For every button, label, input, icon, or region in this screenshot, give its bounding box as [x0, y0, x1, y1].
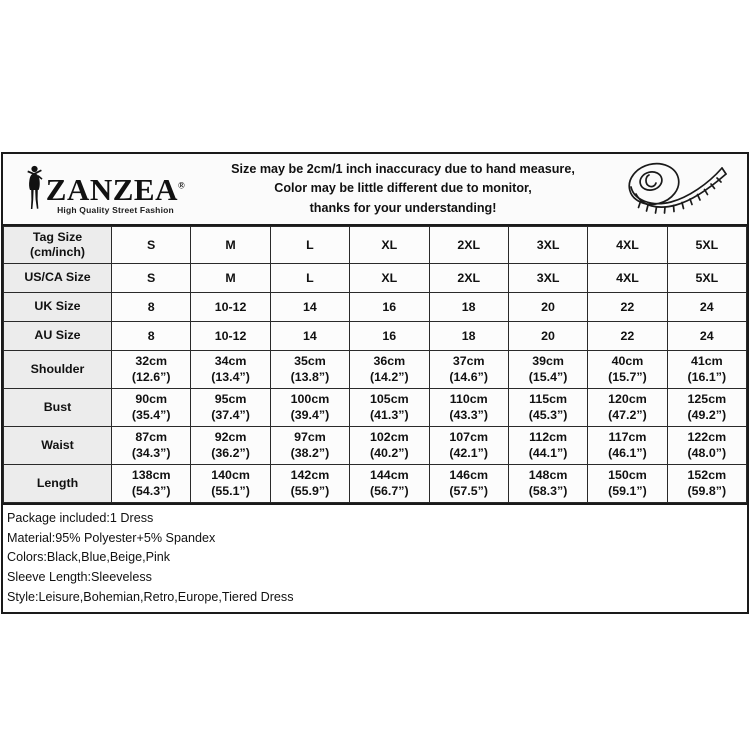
detail-package: Package included:1 Dress — [7, 511, 154, 525]
row-label-length: Length — [4, 465, 112, 503]
cell-shoulder-6: 40cm (15.7”) — [588, 351, 667, 389]
row-label-bust: Bust — [4, 389, 112, 427]
cell-uk-1: 10-12 — [191, 293, 270, 322]
cell-bust-3: 105cm (41.3”) — [350, 389, 429, 427]
cell-tag-size-3: XL — [350, 227, 429, 264]
detail-colors: Colors:Black,Blue,Beige,Pink — [7, 550, 171, 565]
cell-uk-3: 16 — [350, 293, 429, 322]
cell-au-2: 14 — [270, 322, 349, 351]
size-chart-card — [1, 152, 749, 614]
measurement-notice — [199, 160, 607, 217]
cell-length-3: 144cm (56.7”) — [350, 465, 429, 503]
cell-au-0: 8 — [112, 322, 191, 351]
cell-tag-size-2: L — [270, 227, 349, 264]
cell-tag-size-1: M — [191, 227, 270, 264]
cell-au-5: 20 — [508, 322, 587, 351]
cell-uk-4: 18 — [429, 293, 508, 322]
cell-bust-6: 120cm (47.2”) — [588, 389, 667, 427]
cell-shoulder-0: 32cm (12.6”) — [112, 351, 191, 389]
cell-us-ca-3: XL — [350, 264, 429, 293]
table-row-bust — [4, 389, 747, 427]
cell-tag-size-0: S — [112, 227, 191, 264]
registered-mark: ® — [177, 180, 186, 191]
brand-name: ZANZEA® — [45, 172, 186, 207]
cell-bust-1: 95cm (37.4”) — [191, 389, 270, 427]
row-label-us-ca-size: US/CA Size — [4, 264, 112, 293]
cell-uk-0: 8 — [112, 293, 191, 322]
product-details — [3, 503, 747, 612]
cell-au-1: 10-12 — [191, 322, 270, 351]
cell-waist-4: 107cm (42.1”) — [429, 427, 508, 465]
cell-tag-size-4: 2XL — [429, 227, 508, 264]
row-label-shoulder: Shoulder — [4, 351, 112, 389]
cell-au-4: 18 — [429, 322, 508, 351]
cell-length-4: 146cm (57.5”) — [429, 465, 508, 503]
cell-tag-size-6: 4XL — [588, 227, 667, 264]
brand-tagline: High Quality Street Fashion — [57, 205, 174, 215]
cell-us-ca-5: 3XL — [508, 264, 587, 293]
cell-tag-size-7: 5XL — [667, 227, 746, 264]
cell-us-ca-6: 4XL — [588, 264, 667, 293]
table-row-us-ca-size — [4, 264, 747, 293]
notice-line-3: thanks for your understanding! — [309, 200, 497, 215]
cell-length-0: 138cm (54.3”) — [112, 465, 191, 503]
cell-waist-5: 112cm (44.1”) — [508, 427, 587, 465]
brand-logo — [3, 164, 199, 215]
cell-waist-3: 102cm (40.2”) — [350, 427, 429, 465]
cell-bust-2: 100cm (39.4”) — [270, 389, 349, 427]
woman-silhouette-icon — [25, 164, 45, 215]
cell-uk-7: 24 — [667, 293, 746, 322]
cell-us-ca-2: L — [270, 264, 349, 293]
notice-line-1: Size may be 2cm/1 inch inaccuracy due to hand measure, — [231, 162, 575, 177]
cell-length-7: 152cm (59.8”) — [667, 465, 746, 503]
cell-shoulder-4: 37cm (14.6”) — [429, 351, 508, 389]
cell-waist-7: 122cm (48.0”) — [667, 427, 746, 465]
cell-shoulder-5: 39cm (15.4”) — [508, 351, 587, 389]
cell-waist-2: 97cm (38.2”) — [270, 427, 349, 465]
detail-material: Material:95% Polyester+5% Spandex — [7, 530, 216, 545]
cell-uk-2: 14 — [270, 293, 349, 322]
cell-length-2: 142cm (55.9”) — [270, 465, 349, 503]
row-label-uk-size: UK Size — [4, 293, 112, 322]
detail-sleeve-length: Sleeve Length:Sleeveless — [7, 569, 152, 584]
cell-length-1: 140cm (55.1”) — [191, 465, 270, 503]
cell-shoulder-3: 36cm (14.2”) — [350, 351, 429, 389]
cell-uk-6: 22 — [588, 293, 667, 322]
cell-us-ca-7: 5XL — [667, 264, 746, 293]
table-row-length — [4, 465, 747, 503]
cell-length-6: 150cm (59.1”) — [588, 465, 667, 503]
cell-bust-0: 90cm (35.4”) — [112, 389, 191, 427]
cell-bust-5: 115cm (45.3”) — [508, 389, 587, 427]
table-row-au-size — [4, 322, 747, 351]
table-row-shoulder — [4, 351, 747, 389]
cell-tag-size-5: 3XL — [508, 227, 587, 264]
cell-us-ca-4: 2XL — [429, 264, 508, 293]
tag-size-label-line2: (cm/inch) — [29, 245, 86, 259]
row-label-tag-size — [4, 227, 112, 264]
table-row-uk-size — [4, 293, 747, 322]
cell-waist-1: 92cm (36.2”) — [191, 427, 270, 465]
cell-au-3: 16 — [350, 322, 429, 351]
cell-au-7: 24 — [667, 322, 746, 351]
row-label-au-size: AU Size — [4, 322, 112, 351]
cell-uk-5: 20 — [508, 293, 587, 322]
cell-bust-7: 125cm (49.2”) — [667, 389, 746, 427]
table-row-tag-size — [4, 227, 747, 264]
tag-size-label-line1: Tag Size — [32, 230, 83, 245]
cell-shoulder-7: 41cm (16.1”) — [667, 351, 746, 389]
cell-au-6: 22 — [588, 322, 667, 351]
measuring-tape-icon — [607, 160, 747, 218]
cell-waist-6: 117cm (46.1”) — [588, 427, 667, 465]
cell-bust-4: 110cm (43.3”) — [429, 389, 508, 427]
cell-shoulder-1: 34cm (13.4”) — [191, 351, 270, 389]
cell-us-ca-1: M — [191, 264, 270, 293]
table-row-waist — [4, 427, 747, 465]
row-label-waist: Waist — [4, 427, 112, 465]
chart-banner — [3, 154, 747, 226]
cell-us-ca-0: S — [112, 264, 191, 293]
cell-length-5: 148cm (58.3”) — [508, 465, 587, 503]
notice-line-2: Color may be little different due to monitor, — [274, 181, 532, 196]
size-table — [3, 226, 747, 503]
cell-waist-0: 87cm (34.3”) — [112, 427, 191, 465]
cell-shoulder-2: 35cm (13.8”) — [270, 351, 349, 389]
detail-style: Style:Leisure,Bohemian,Retro,Europe,Tiered Dress — [7, 589, 294, 604]
